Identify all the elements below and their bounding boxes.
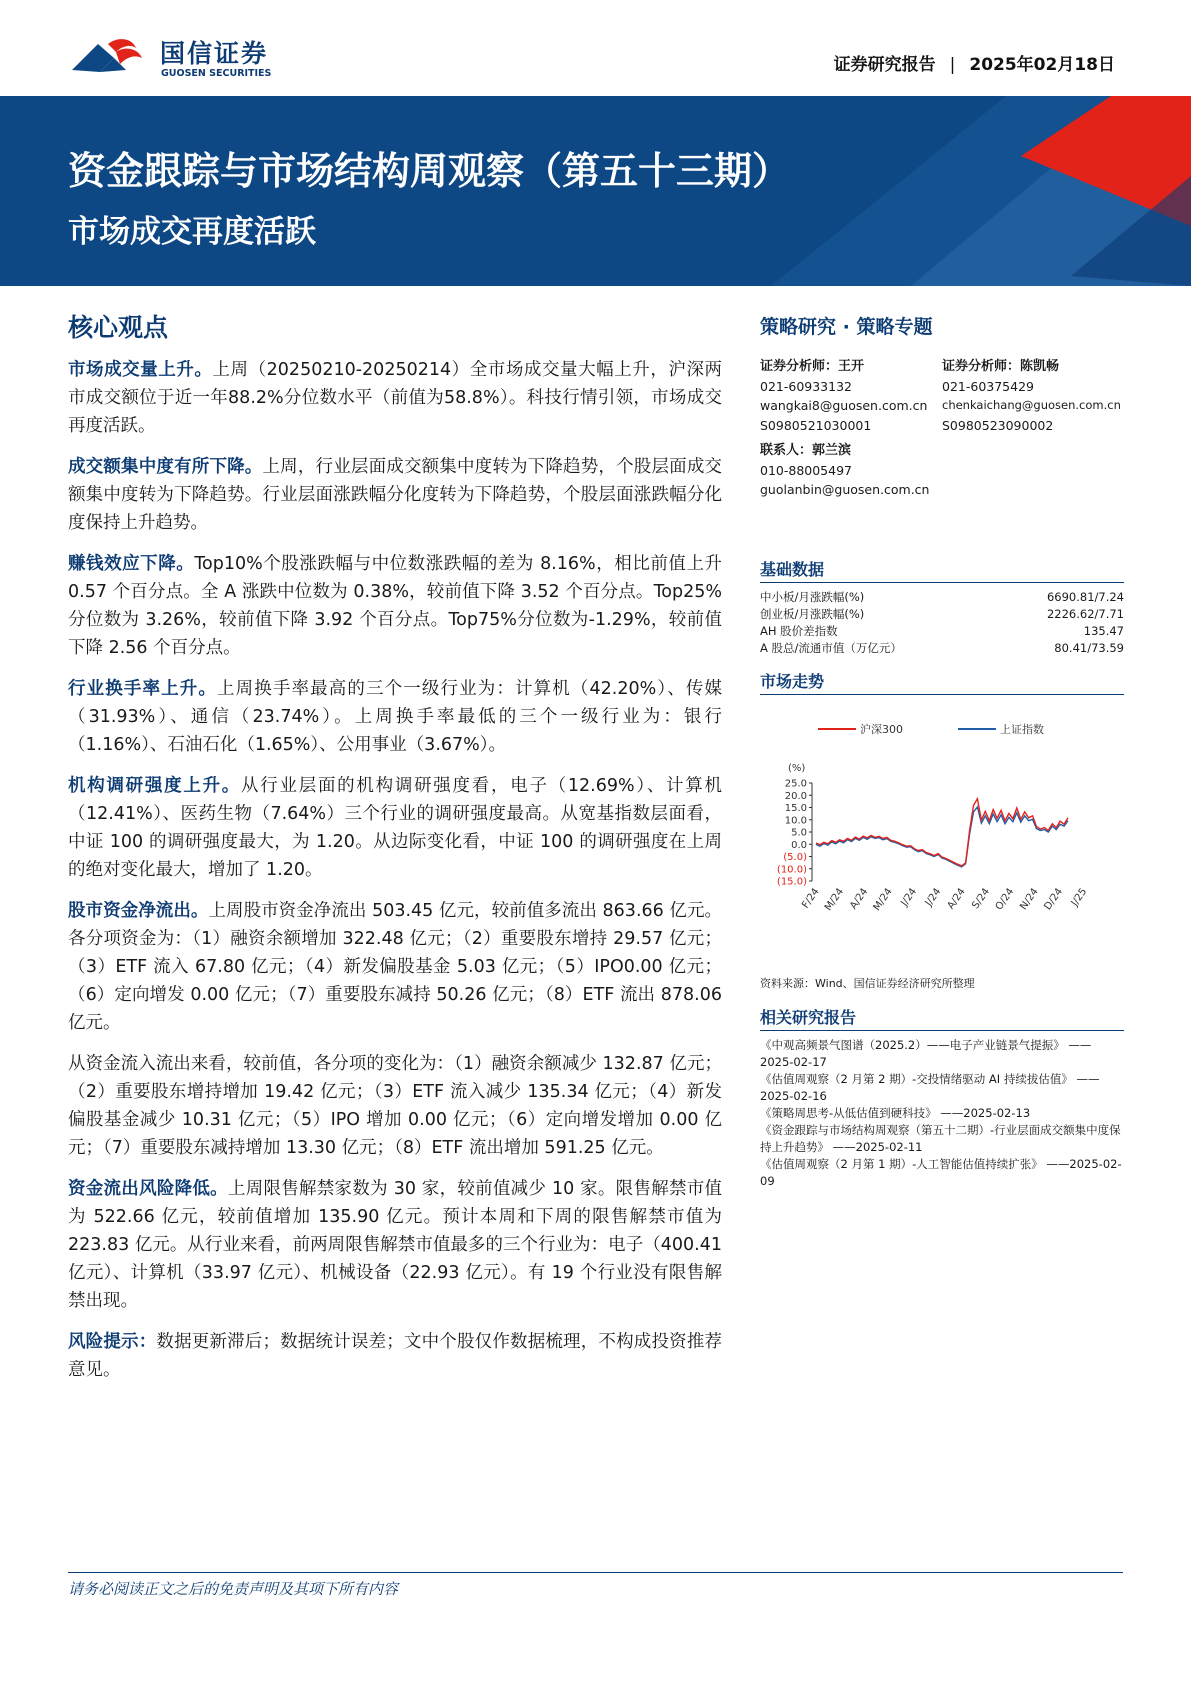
contact-name: 联系人：郭兰滨: [760, 443, 852, 458]
report-type: 证券研究报告: [833, 55, 936, 75]
logo-mark-icon: [70, 34, 154, 82]
contact-card: [760, 441, 929, 500]
analyst-block: [760, 357, 1124, 557]
y-tick-label: 5.0: [791, 827, 807, 839]
x-tick-label: J/25: [1069, 886, 1090, 909]
y-tick-label: (10.0): [776, 864, 807, 876]
related-reports-heading: 相关研究报告: [760, 1005, 1124, 1031]
core-section: [68, 308, 722, 1397]
market-trend-heading: 市场走势: [760, 669, 1124, 695]
x-tick-label: D/24: [1042, 886, 1066, 913]
core-heading: 核心观点: [68, 313, 169, 342]
x-tick-label: S/24: [970, 886, 993, 912]
paragraph-text: 上周（20250210-20250214）全市场成交量大幅上升，沪深两市成交额位于近一年88.2%分位数水平（前值为58.8%）。科技行情引领，市场成交再度活跃。: [68, 360, 723, 436]
analyst-name: 证券分析师：王开: [760, 359, 865, 374]
y-tick-label: 25.0: [784, 778, 807, 790]
y-tick-label: (5.0): [783, 852, 807, 863]
y-tick-label: (15.0): [776, 876, 807, 888]
logo-cn-text: 国信证券: [160, 39, 269, 68]
chart-source: 资料来源：Wind、国信证券经济研究所整理: [760, 977, 975, 990]
analyst-name: 证券分析师：陈凯畅: [942, 359, 1060, 374]
sidebar: [760, 312, 1124, 1190]
core-paragraph: [68, 897, 722, 1037]
related-report-link[interactable]: 《资金跟踪与市场结构周观察（第五十二期）-行业层面成交额集中度保持上升趋势》 ——2025-02-11: [760, 1123, 1121, 1154]
paragraph-text: 从资金流入流出来看，较前值，各分项的变化为：（1）融资余额减少 132.87 亿元；（2）重要股东增持增加 19.42 亿元；（3）ETF 流入减少 135.34 亿元；（4）新发偏股基金减少 10.31 亿元；（5）IPO 增加 0.00 亿元；（6）定向增发增加 0.00 亿元；（7）重要股东减持增加 13.30 亿元；（8）ETF 流出增加 591.25 亿元。: [68, 1054, 722, 1158]
contact-phone: 010-88005497: [760, 462, 852, 478]
x-tick-label: M/24: [871, 886, 895, 913]
x-tick-label: J/24: [923, 886, 944, 909]
guosen-logo: [70, 34, 280, 82]
y-tick-label: 0.0: [791, 839, 807, 851]
analyst-cert: S0980521030001: [760, 417, 872, 433]
row-value: 2226.62/7.71: [1046, 607, 1124, 621]
report-date: 2025年02月18日: [969, 55, 1115, 75]
row-label: 中小板/月涨跌幅(%): [760, 590, 865, 604]
paragraph-text: 数据更新滞后；数据统计误差；文中个股仅作数据梳理，不构成投资推荐意见。: [68, 1332, 723, 1380]
analyst-phone: 021-60933132: [760, 378, 852, 394]
core-paragraph: [68, 453, 722, 537]
paragraph-text: Top10%个股涨跌幅与中位数涨跌幅的差为 8.16%，相比前值上升 0.57 个百分点。全 A 涨跌中位数为 0.38%，较前值下降 3.52 个百分点。Top25%分位数为 3.26%，较前值下降 3.92 个百分点。Top75%分位数为-1.29%，较前值下降 2.56 个百分点。: [68, 554, 722, 658]
y-axis-label: (%): [788, 763, 806, 774]
footer-disclaimer: 请务必阅读正文之后的免责声明及其项下所有内容: [68, 1580, 399, 1598]
report-subtitle: 市场成交再度活跃: [68, 214, 316, 250]
banner-decoration-icon: [771, 96, 1191, 286]
row-value: 80.41/73.59: [1054, 641, 1124, 655]
paragraph-text: 上周换手率最高的三个一级行业为：计算机（42.20%）、传媒（31.93%）、通信（23.74%）。上周换手率最低的三个一级行业为：银行（1.16%）、石油石化（1.65%）、公用事业（3.67%）。: [68, 679, 723, 755]
related-report-link[interactable]: 《中观高频景气图谱（2025.2）——电子产业链景气提振》 ——2025-02-17: [760, 1038, 1092, 1069]
report-category: 策略研究 · 策略专题: [760, 316, 933, 338]
paragraph-highlight: 资金流出风险降低。: [68, 1179, 228, 1199]
paragraph-highlight: 机构调研强度上升。: [68, 776, 242, 796]
analyst-email[interactable]: chenkaichang@guosen.com.cn: [942, 398, 1121, 412]
core-paragraph: [68, 675, 722, 759]
row-value: 135.47: [1083, 624, 1124, 638]
x-tick-label: A/24: [848, 886, 871, 912]
y-tick-label: 10.0: [784, 815, 807, 827]
paragraph-highlight: 成交额集中度有所下降。: [68, 457, 263, 477]
legend-label: 上证指数: [1000, 723, 1044, 736]
related-report-link[interactable]: 《估值周观察（2 月第 1 期）-人工智能估值持续扩张》 ——2025-02-09: [760, 1157, 1122, 1188]
analyst-phone: 021-60375429: [942, 378, 1034, 394]
market-trend-chart: [760, 701, 1124, 971]
paragraph-highlight: 赚钱效应下降。: [68, 554, 195, 574]
basic-data-heading: 基础数据: [760, 557, 1124, 583]
basic-data-table: [760, 589, 1124, 657]
chart-canvas: [760, 701, 1124, 971]
x-tick-label: A/24: [945, 886, 968, 912]
row-value: 6690.81/7.24: [1046, 590, 1124, 604]
row-label: 创业板/月涨跌幅(%): [760, 607, 865, 621]
paragraph-highlight: 行业换手率上升。: [68, 679, 218, 699]
x-tick-label: F/24: [800, 886, 822, 911]
core-paragraph: [68, 1175, 722, 1315]
report-title: 资金跟踪与市场结构周观察（第五十三期）: [68, 149, 791, 193]
row-label: A 股总/流通市值（万亿元）: [760, 641, 902, 655]
table-row: [760, 606, 1124, 623]
related-report-link[interactable]: 《策略周思考-从低估值到硬科技》 ——2025-02-13: [760, 1106, 1031, 1120]
paragraph-text: 上周，行业层面成交额集中度转为下降趋势，个股层面成交额集中度转为下降趋势。行业层面涨跌幅分化度转为下降趋势，个股层面涨跌幅分化度保持上升趋势。: [68, 457, 723, 533]
core-paragraph: [68, 772, 722, 884]
table-row: [760, 623, 1124, 640]
analyst-card: [942, 357, 1121, 435]
core-paragraph: [68, 1050, 722, 1162]
series-line: [816, 807, 1068, 867]
risk-paragraph: [68, 1328, 722, 1384]
report-meta: [834, 50, 1115, 75]
page-header: [0, 0, 1191, 96]
related-reports-list: [760, 1037, 1124, 1190]
analyst-cert: S0980523090002: [942, 417, 1054, 433]
series-line: [816, 799, 1068, 866]
core-paragraph: [68, 550, 722, 662]
x-tick-label: O/24: [993, 886, 1017, 913]
x-tick-label: N/24: [1018, 886, 1041, 913]
y-tick-label: 15.0: [784, 803, 807, 814]
analyst-card: [760, 357, 927, 435]
title-banner: [0, 96, 1191, 286]
paragraph-text: 从行业层面的机构调研强度看，电子（12.69%）、计算机（12.41%）、医药生物（7.64%）三个行业的调研强度最高。从宽基指数层面看，中证 100 的调研强度最大，为 1.20。从边际变化看，中证 100 的调研强度在上周的绝对变化最大，增加了 1.20。: [68, 776, 723, 880]
paragraph-highlight: 股市资金净流出。: [68, 901, 209, 921]
contact-email[interactable]: guolanbin@guosen.com.cn: [760, 482, 930, 497]
meta-separator: |: [949, 55, 956, 75]
x-tick-label: J/24: [899, 886, 920, 909]
paragraph-highlight: 市场成交量上升。: [68, 360, 213, 380]
legend-label: 沪深300: [860, 723, 903, 736]
logo-en-text: GUOSEN SECURITIES: [161, 68, 272, 79]
footer-divider: [68, 1572, 1123, 1573]
paragraph-text: 上周股市资金净流出 503.45 亿元，较前值多流出 863.66 亿元。各分项资金为：（1）融资余额增加 322.48 亿元；（2）重要股东增持 29.57 亿元；（3）ETF 流入 67.80 亿元；（4）新发偏股基金 5.03 亿元；（5）IPO0.00 亿元；（6）定向增发 0.00 亿元；（7）重要股东减持 50.26 亿元；（8）ETF 流出 878.06 亿元。: [68, 901, 723, 1033]
paragraph-text: 上周限售解禁家数为 30 家，较前值减少 10 家。限售解禁市值为 522.66 亿元，较前值增加 135.90 亿元。预计本周和下周的限售解禁市值为 223.83 亿元。从行业来看，前两周限售解禁市值最多的三个行业为：电子（400.41 亿元）、计算机（33.97 亿元）、机械设备（22.93 亿元）。有 19 个行业没有限售解禁出现。: [68, 1179, 723, 1311]
analyst-email[interactable]: wangkai8@guosen.com.cn: [760, 398, 928, 413]
row-label: AH 股价差指数: [760, 624, 838, 638]
related-report-link[interactable]: 《估值周观察（2 月第 2 期）-交投情绪驱动 AI 持续拔估值》 ——2025-02-16: [760, 1072, 1100, 1103]
paragraph-highlight: 风险提示：: [68, 1332, 157, 1352]
x-tick-label: M/24: [822, 886, 847, 913]
table-row: [760, 589, 1124, 606]
y-tick-label: 20.0: [784, 790, 807, 802]
table-row: [760, 640, 1124, 657]
core-paragraph: [68, 356, 722, 440]
